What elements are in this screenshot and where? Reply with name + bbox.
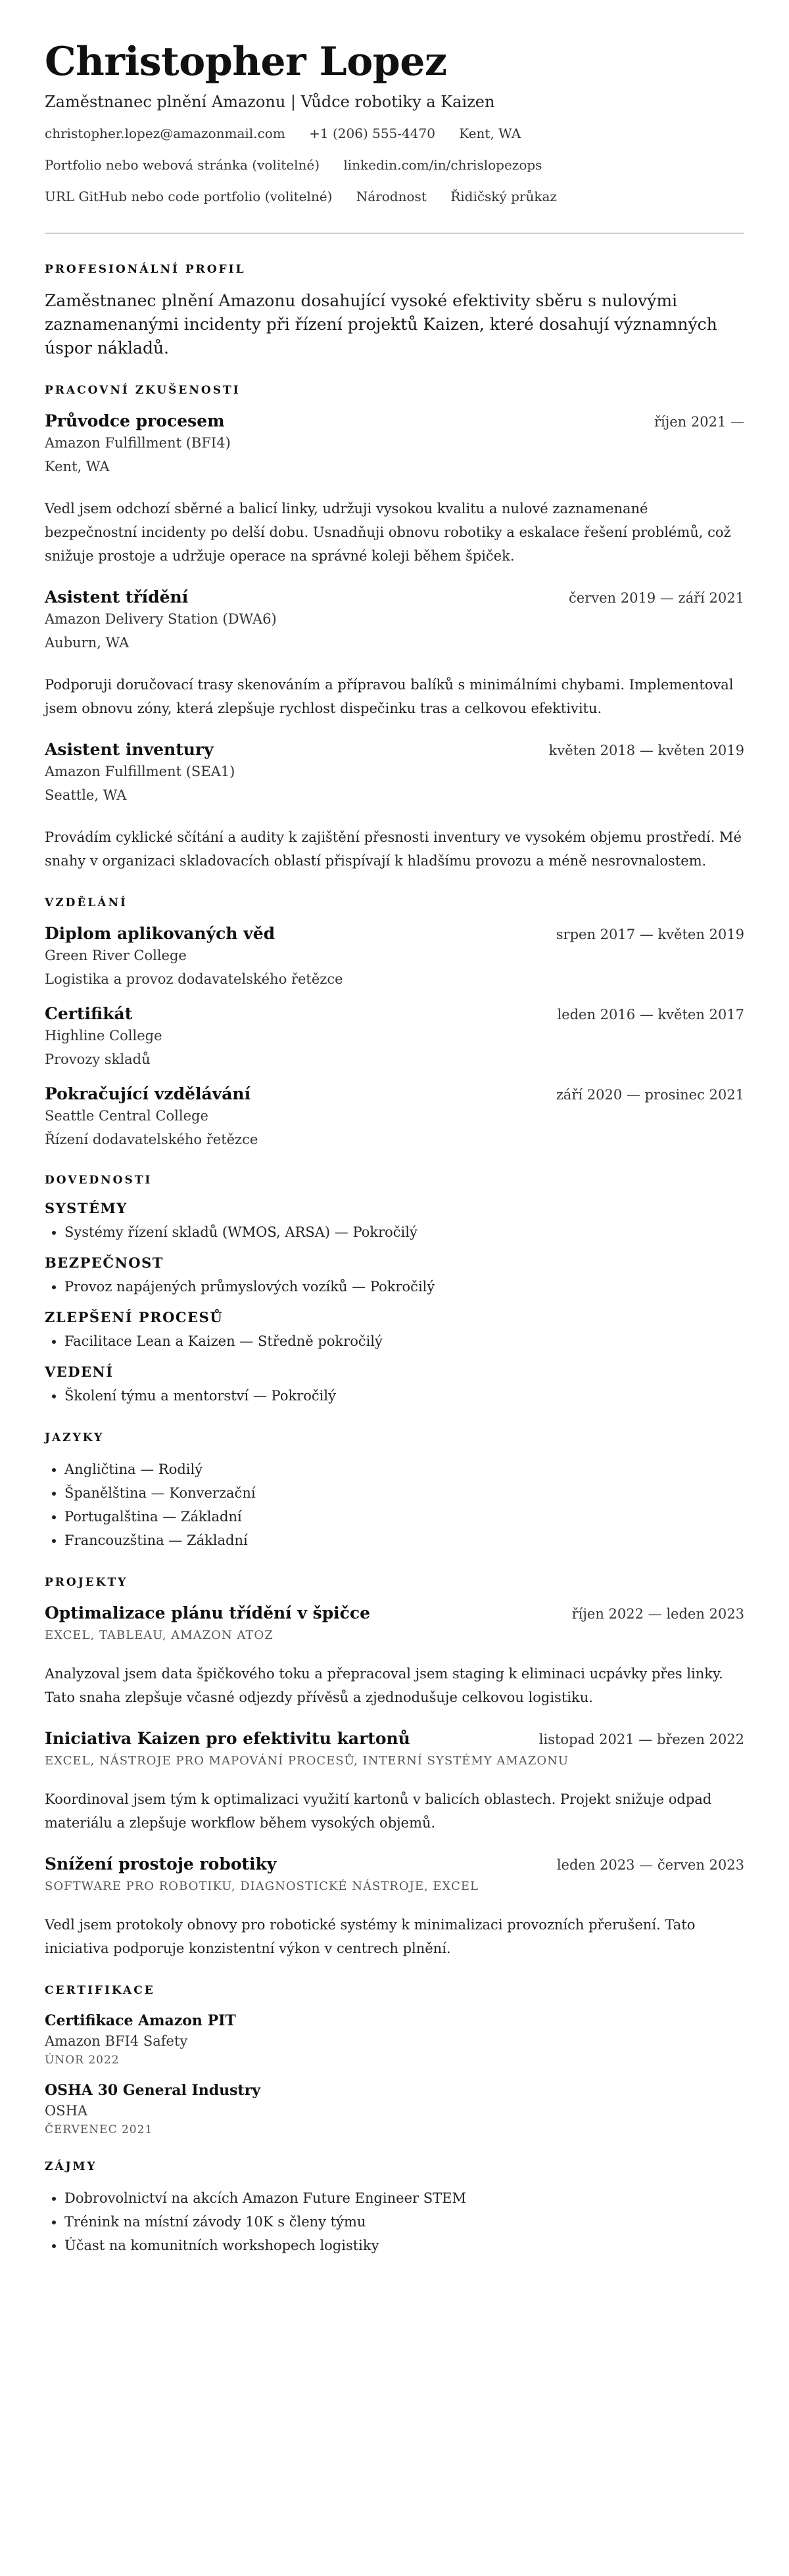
education-school: Green River College	[45, 948, 187, 963]
resume-header	[45, 38, 744, 206]
interests-title: ZÁJMY	[45, 2160, 97, 2173]
contact-license: Řidičský průkaz	[450, 189, 557, 204]
project-description: Vedl jsem protokoly obnovy pro robotické systémy k minimalizaci provozních přerušení. Tato iniciativa podporuje konzistentní výkon v centrech plnění.	[45, 1917, 696, 1956]
project-description: Koordinoval jsem tým k optimalizaci využití kartonů v balicích oblastech. Projekt snižuje odpad materiálu a zlepšuje workflow během vysokých objemů.	[45, 1791, 712, 1831]
languages-title: JAZYKY	[45, 1431, 105, 1444]
contact-row-primary	[45, 124, 744, 143]
education-degree: Certifikát	[45, 1004, 133, 1023]
skill-item: • Školení týmu a mentorství — Pokročilý	[64, 1384, 744, 1408]
skills-section	[45, 1174, 744, 1408]
certification-issuer: OSHA	[45, 2103, 88, 2119]
project-name: Iniciativa Kaizen pro efektivitu kartonů	[45, 1729, 410, 1748]
job-company: Amazon Delivery Station (DWA6)	[45, 611, 277, 627]
job-role: Asistent inventury	[45, 740, 214, 759]
education-entry	[45, 923, 744, 990]
job-location: Kent, WA	[45, 459, 110, 474]
experience-entry	[45, 586, 744, 720]
job-role: Průvodce procesem	[45, 411, 225, 430]
interest-item: • Účast na komunitních workshopech logistiky	[64, 2234, 744, 2257]
contact-row-links	[45, 155, 744, 175]
job-description: Podporuji doručovací trasy skenováním a přípravou balíků s minimálními chybami. Implementoval jsem obnovu zóny, která zlepšuje rychlost dispečinku tras a celkovou efektivitu.	[45, 677, 734, 716]
education-field: Řízení dodavatelského řetězce	[45, 1132, 258, 1147]
profile-summary: Zaměstnanec plnění Amazonu dosahující vysoké efektivity sběru s nulovými zaznamenanými incidenty při řízení projektů Kaizen, které dosahují významných úspor nákladů.	[45, 291, 717, 357]
job-location: Seattle, WA	[45, 787, 127, 803]
education-school: Highline College	[45, 1028, 162, 1044]
project-date: listopad 2021 — březen 2022	[538, 1732, 744, 1747]
education-degree: Pokračující vzdělávání	[45, 1084, 251, 1103]
project-entry	[45, 1602, 744, 1709]
skill-list	[45, 1220, 744, 1244]
candidate-name: Christopher Lopez	[45, 39, 447, 85]
certification-date: ÚNOR 2022	[45, 2054, 120, 2067]
education-school: Seattle Central College	[45, 1108, 208, 1124]
experience-entry	[45, 739, 744, 873]
contact-portfolio[interactable]: Portfolio nebo webová stránka (volitelné)	[45, 157, 320, 173]
job-location: Auburn, WA	[45, 635, 130, 651]
certifications-section	[45, 1984, 744, 2136]
job-description: Provádím cyklické sčítání a audity k zajištění přesnosti inventury ve vysokém objemu prostředí. Mé snahy v organizaci skladovacích oblastí přispívají k hladšímu provozu a méně nesrovnalostem.	[45, 829, 742, 869]
job-company: Amazon Fulfillment (SEA1)	[45, 764, 235, 779]
job-description: Vedl jsem odchozí sběrné a balicí linky, udržuji vysokou kvalitu a nulové zaznamenané bezpečnostní incidenty po delší dobu. Usnadňuji obnovu robotiky a eskalace řešení problémů, což snižuje prostoje a udržuje operace na správné koleji během špiček.	[45, 501, 731, 564]
contact-phone[interactable]: +1 (206) 555-4470	[309, 126, 435, 141]
job-date: červen 2019 — září 2021	[569, 590, 744, 606]
interest-item: • Dobrovolnictví na akcích Amazon Future Engineer STEM	[64, 2186, 744, 2210]
project-date: říjen 2022 — leden 2023	[571, 1606, 744, 1622]
contact-email[interactable]: christopher.lopez@amazonmail.com	[45, 126, 285, 141]
education-title: VZDĚLÁNÍ	[45, 896, 128, 909]
language-item: • Portugalština — Základní	[64, 1505, 744, 1529]
certification-name: Certifikace Amazon PIT	[45, 2012, 236, 2029]
contact-row-extra	[45, 187, 744, 206]
projects-section	[45, 1576, 744, 1960]
profile-title: PROFESIONÁLNÍ PROFIL	[45, 263, 246, 276]
skill-item: • Systémy řízení skladů (WMOS, ARSA) — Pokročilý	[64, 1220, 744, 1244]
skill-item: • Provoz napájených průmyslových vozíků — Pokročilý	[64, 1275, 744, 1299]
skill-list	[45, 1384, 744, 1408]
education-date: září 2020 — prosinec 2021	[556, 1087, 744, 1103]
certification-issuer: Amazon BFI4 Safety	[45, 2033, 188, 2049]
language-item: • Angličtina — Rodilý	[64, 1458, 744, 1481]
skill-category: ZLEPŠENÍ PROCESŮ	[45, 1309, 224, 1325]
project-name: Optimalizace plánu třídění v špičce	[45, 1603, 371, 1622]
experience-section	[45, 384, 744, 873]
education-degree: Diplom aplikovaných věd	[45, 924, 275, 943]
interest-list	[45, 2186, 744, 2257]
project-name: Snížení prostoje robotiky	[45, 1854, 277, 1874]
experience-title: PRACOVNÍ ZKUŠENOSTI	[45, 384, 241, 397]
header-divider	[45, 233, 744, 234]
project-entry	[45, 1728, 744, 1835]
contact-linkedin[interactable]: linkedin.com/in/chrislopezops	[343, 157, 542, 173]
language-item: • Francouzština — Základní	[64, 1529, 744, 1552]
project-tech: EXCEL, TABLEAU, AMAZON ATOZ	[45, 1628, 274, 1642]
skill-item: • Facilitace Lean a Kaizen — Středně pokročilý	[64, 1329, 744, 1353]
certification-entry	[45, 2010, 744, 2067]
candidate-headline: Zaměstnanec plnění Amazonu | Vůdce robotiky a Kaizen	[45, 93, 495, 111]
certification-entry	[45, 2080, 744, 2136]
project-description: Analyzoval jsem data špičkového toku a přepracoval jsem staging k eliminaci ucpávky přes linky. Tato snaha zlepšuje včasné odjezdy přívěsů a zjednodušuje celkovou logistiku.	[45, 1666, 723, 1705]
certifications-title: CERTIFIKACE	[45, 1984, 155, 1997]
project-tech: EXCEL, NÁSTROJE PRO MAPOVÁNÍ PROCESŮ, INTERNÍ SYSTÉMY AMAZONU	[45, 1754, 569, 1768]
certification-date: ČERVENEC 2021	[45, 2123, 153, 2136]
language-list	[45, 1458, 744, 1552]
job-company: Amazon Fulfillment (BFI4)	[45, 435, 231, 451]
project-entry	[45, 1853, 744, 1960]
skill-list	[45, 1275, 744, 1299]
contact-nationality: Národnost	[356, 189, 427, 204]
education-date: leden 2016 — květen 2017	[557, 1007, 744, 1023]
job-date: říjen 2021 —	[654, 414, 744, 430]
experience-entry	[45, 410, 744, 568]
skill-list	[45, 1329, 744, 1353]
education-entry	[45, 1003, 744, 1070]
skills-title: DOVEDNOSTI	[45, 1174, 153, 1187]
project-date: leden 2023 — červen 2023	[556, 1857, 744, 1873]
education-entry	[45, 1083, 744, 1150]
contact-location: Kent, WA	[459, 126, 521, 141]
certification-name: OSHA 30 General Industry	[45, 2082, 261, 2099]
job-date: květen 2018 — květen 2019	[548, 743, 744, 758]
interest-item: • Trénink na místní závody 10K s členy týmu	[64, 2210, 744, 2234]
education-date: srpen 2017 — květen 2019	[556, 927, 744, 942]
project-tech: SOFTWARE PRO ROBOTIKU, DIAGNOSTICKÉ NÁSTROJE, EXCEL	[45, 1879, 479, 1893]
skill-category: VEDENÍ	[45, 1364, 114, 1380]
skill-category: SYSTÉMY	[45, 1200, 128, 1216]
languages-section	[45, 1431, 744, 1552]
projects-title: PROJEKTY	[45, 1576, 128, 1589]
language-item: • Španělština — Konverzační	[64, 1481, 744, 1505]
job-role: Asistent třídění	[45, 587, 189, 607]
education-field: Logistika a provoz dodavatelského řetězce	[45, 971, 343, 987]
interests-section	[45, 2160, 744, 2257]
contact-github[interactable]: URL GitHub nebo code portfolio (volitelné)	[45, 189, 333, 204]
education-section	[45, 896, 744, 1150]
education-field: Provozy skladů	[45, 1051, 151, 1067]
skill-category: BEZPEČNOST	[45, 1254, 164, 1271]
profile-section	[45, 263, 744, 360]
